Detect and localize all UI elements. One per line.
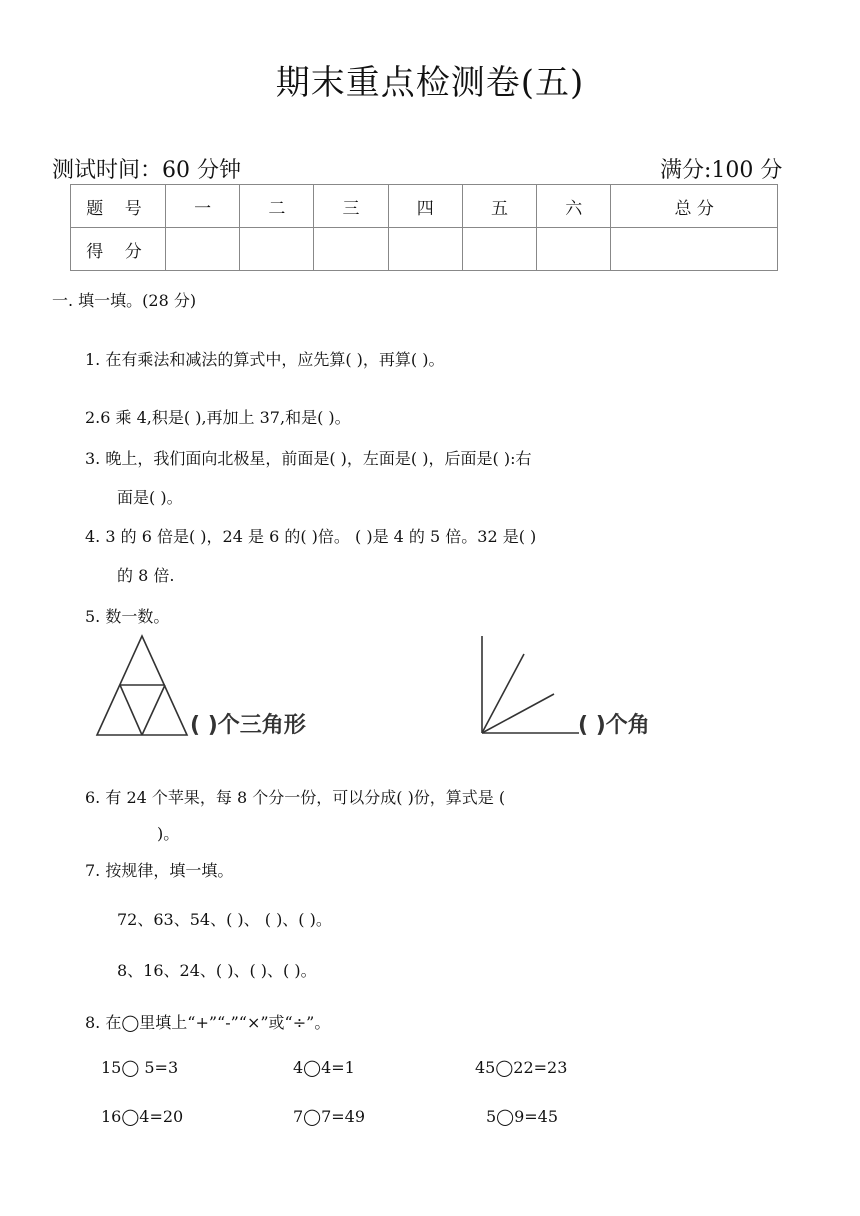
score-cell[interactable]: [388, 228, 462, 271]
score-cell[interactable]: [537, 228, 611, 271]
angle-figure: [474, 632, 584, 740]
header-cell: 五: [462, 185, 536, 228]
header-cell: 总 分: [611, 185, 778, 228]
question-4-line1: 4. 3 的 6 倍是( )，24 是 6 的( )倍。 ( )是 4 的 5 倍。32 是( ): [85, 527, 537, 546]
score-cell[interactable]: [462, 228, 536, 271]
header-cell: 四: [388, 185, 462, 228]
q8-item: 16◯4=20: [101, 1107, 184, 1126]
test-time: 测试时间：60 分钟: [52, 158, 241, 183]
header-cell: 题 号: [71, 185, 166, 228]
score-cell[interactable]: [166, 228, 240, 271]
header-cell: 三: [314, 185, 388, 228]
score-table-score-row: [71, 228, 778, 271]
question-3-line1: 3. 晚上，我们面向北极星，前面是( )，左面是( )，后面是( ):右: [85, 449, 532, 468]
score-table-header-row: [71, 185, 778, 228]
question-6-line1: 6. 有 24 个苹果，每 8 个分一份，可以分成( )份，算式是 (: [85, 788, 506, 807]
question-7: 7. 按规律，填一填。: [85, 861, 234, 880]
row-label: 得 分: [71, 228, 166, 271]
header-cell: 二: [240, 185, 314, 228]
question-7-row-2: 8、16、24、( )、( )、( )。: [117, 961, 317, 980]
score-cell[interactable]: [314, 228, 388, 271]
section-heading: 一. 填一填。(28 分): [52, 291, 197, 310]
question-1: 1. 在有乘法和减法的算式中，应先算( )，再算( )。: [85, 350, 445, 369]
page-title: 期末重点检测卷(五): [275, 63, 585, 103]
triangle-figure: [90, 632, 200, 740]
question-8: 8. 在◯里填上“+”“-”“×”或“÷”。: [85, 1013, 331, 1032]
q8-item: 4◯4=1: [293, 1058, 355, 1077]
score-cell[interactable]: [240, 228, 314, 271]
header-cell: 六: [537, 185, 611, 228]
q8-item: 7◯7=49: [293, 1107, 366, 1126]
score-table: [70, 184, 778, 271]
q8-item: 5◯9=45: [486, 1107, 559, 1126]
full-score: 满分:100 分: [660, 158, 783, 183]
q8-item: 15◯ 5=3: [101, 1058, 179, 1077]
question-6-line2: )。: [157, 824, 180, 843]
triangle-count-label: ( )个三角形: [190, 713, 306, 738]
question-4-line2: 的 8 倍.: [117, 566, 175, 585]
question-3-line2: 面是( )。: [117, 488, 183, 507]
question-2: 2.6 乘 4,积是( ),再加上 37,和是( )。: [85, 408, 351, 427]
question-5: 5. 数一数。: [85, 607, 170, 626]
header-cell: 一: [166, 185, 240, 228]
score-cell[interactable]: [611, 228, 778, 271]
question-7-row-1: 72、63、54、( )、 ( )、( )。: [117, 910, 332, 929]
angle-count-label: ( )个角: [578, 713, 650, 738]
q8-item: 45◯22=23: [475, 1058, 568, 1077]
